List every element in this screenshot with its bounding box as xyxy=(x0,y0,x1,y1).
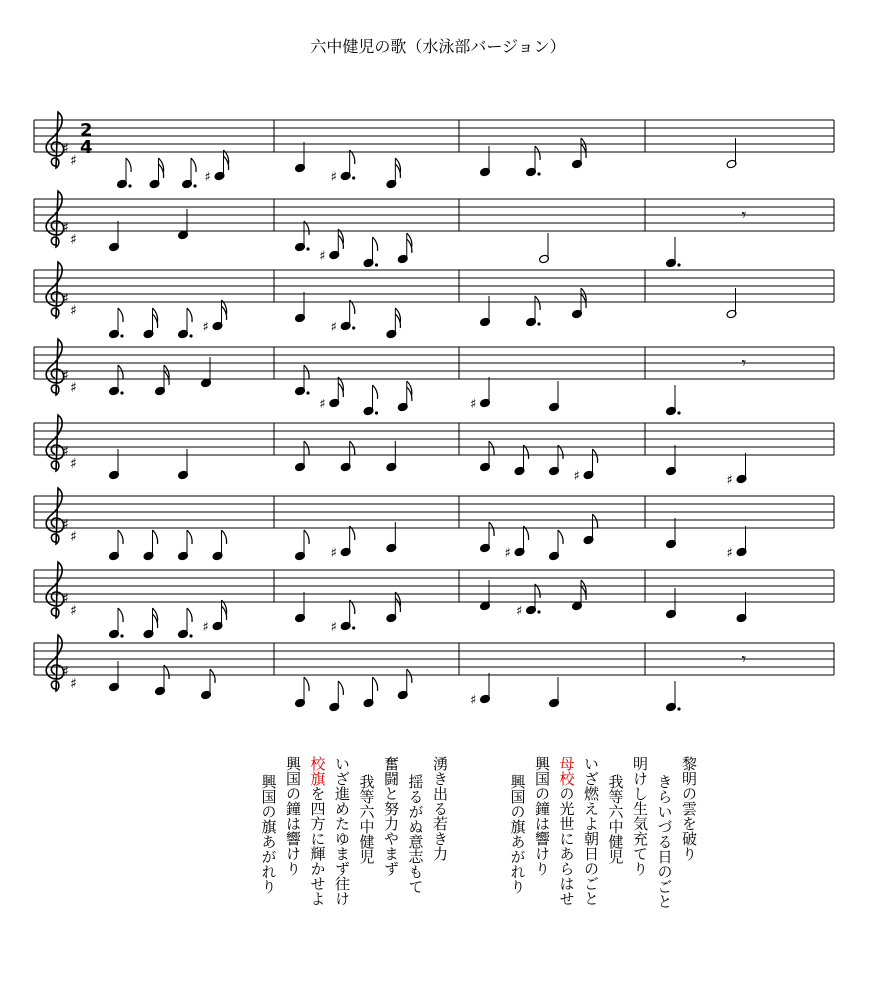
note-dot xyxy=(677,411,680,414)
note-dot xyxy=(128,184,131,187)
accidental-sharp-icon: ♯ xyxy=(319,249,326,264)
lyric-text: 揺るがぬ意志もて xyxy=(406,774,425,894)
staff-5 xyxy=(34,415,834,488)
note-flag xyxy=(535,296,540,310)
sharp-icon: ♯ xyxy=(70,232,77,248)
lyric-line xyxy=(582,756,600,906)
time-signature-top: 2 xyxy=(80,120,93,141)
sharp-icon: ♯ xyxy=(70,529,77,545)
note-flag xyxy=(304,530,309,544)
accidental-sharp-icon: ♯ xyxy=(330,320,337,335)
note-dot xyxy=(537,610,540,613)
note-flag xyxy=(187,530,192,544)
accidental-sharp-icon: ♯ xyxy=(504,546,511,561)
lyric-line xyxy=(607,774,625,864)
sharp-icon: ♯ xyxy=(70,153,77,169)
note-flag xyxy=(191,158,196,172)
sharp-icon: ♯ xyxy=(70,380,77,396)
note-flag xyxy=(222,530,227,544)
lyric-line xyxy=(358,774,376,864)
note-flag xyxy=(373,385,378,399)
note-dot xyxy=(120,334,123,337)
accidental-sharp-icon: ♯ xyxy=(202,320,209,335)
accidental-sharp-icon: ♯ xyxy=(726,473,733,488)
note-flag xyxy=(558,530,563,544)
note-flag xyxy=(407,669,412,683)
lyric-line xyxy=(431,756,449,861)
note-flag xyxy=(118,365,123,379)
lyric-text: 興国の旗あがれり xyxy=(259,774,278,894)
staff-7 xyxy=(34,562,834,639)
sharp-icon: ♯ xyxy=(62,141,69,157)
sharp-icon: ♯ xyxy=(70,303,77,319)
lyric-line xyxy=(407,774,425,894)
note-dot xyxy=(677,707,680,710)
accidental-sharp-icon: ♯ xyxy=(516,604,523,619)
lyric-text: 湧き出る若き力 xyxy=(431,756,449,861)
note-dot xyxy=(375,263,378,266)
lyric-line xyxy=(656,774,674,909)
sharp-icon: ♯ xyxy=(70,456,77,472)
eighth-rest-icon: 𝄾 xyxy=(741,353,747,374)
note-flag xyxy=(126,158,131,172)
lyric-text: 興国の旗あがれり xyxy=(508,774,527,894)
note-flag xyxy=(304,441,309,455)
accidental-sharp-icon: ♯ xyxy=(330,620,337,635)
note-dot xyxy=(352,326,355,329)
note-dot xyxy=(193,184,196,187)
note-dot xyxy=(189,334,192,337)
lyric-text: いざ燃えよ朝日のごと xyxy=(582,756,600,906)
note-flag xyxy=(338,681,343,695)
lyric-line xyxy=(309,756,327,906)
accidental-sharp-icon: ♯ xyxy=(470,397,477,412)
time-signature-bottom: 4 xyxy=(80,137,93,158)
note-flag xyxy=(489,441,494,455)
eighth-rest-icon: 𝄾 xyxy=(741,649,747,670)
staff-2 xyxy=(34,191,834,268)
note-flag xyxy=(118,308,123,322)
note-flag xyxy=(187,308,192,322)
lyric-text: 黎明の雲を破り xyxy=(680,756,698,861)
note-dot xyxy=(189,634,192,637)
accidental-sharp-icon: ♯ xyxy=(330,170,337,185)
lyric-line xyxy=(333,756,351,906)
note-flag xyxy=(373,677,378,691)
note-flag xyxy=(304,677,309,691)
sharp-icon: ♯ xyxy=(62,517,69,533)
lyric-line xyxy=(631,756,649,876)
sharp-icon: ♯ xyxy=(62,291,69,307)
note-dot xyxy=(677,263,680,266)
accidental-sharp-icon: ♯ xyxy=(204,170,211,185)
accidental-sharp-icon: ♯ xyxy=(202,620,209,635)
staff-3 xyxy=(34,262,834,339)
lyric-text: を四方に輝かせよ xyxy=(308,786,327,906)
accidental-sharp-icon: ♯ xyxy=(319,397,326,412)
lyric-text: 我等六中健児 xyxy=(606,774,625,864)
lyric-line xyxy=(680,756,698,861)
lyric-text: 明けし生気充てり xyxy=(631,756,649,876)
note-dot xyxy=(352,626,355,629)
lyric-highlight: 校旗 xyxy=(308,756,327,786)
note-flag xyxy=(593,449,598,463)
staff-8 xyxy=(34,635,834,712)
note-flag xyxy=(153,530,158,544)
lyric-line xyxy=(558,756,576,906)
note-flag xyxy=(593,514,598,528)
sharp-icon: ♯ xyxy=(62,444,69,460)
note-flag xyxy=(118,530,123,544)
note-dot xyxy=(352,176,355,179)
lyric-line xyxy=(533,756,551,876)
note-flag xyxy=(187,608,192,622)
sharp-icon: ♯ xyxy=(62,591,69,607)
lyric-text: きらいづる日のごと xyxy=(655,774,674,909)
sharp-icon: ♯ xyxy=(70,603,77,619)
note-dot xyxy=(306,391,309,394)
note-dot xyxy=(306,247,309,250)
lyric-text: いざ進めたゆまず往け xyxy=(333,756,351,906)
staff-4 xyxy=(34,339,834,416)
note-flag xyxy=(118,608,123,622)
sharp-icon: ♯ xyxy=(62,220,69,236)
note-flag xyxy=(210,669,215,683)
note-flag xyxy=(304,365,309,379)
note-dot xyxy=(537,172,540,175)
lyric-line xyxy=(260,774,278,894)
note-dot xyxy=(537,322,540,325)
sharp-icon: ♯ xyxy=(62,368,69,384)
note-dot xyxy=(375,411,378,414)
lyric-line xyxy=(509,774,527,894)
note-dot xyxy=(120,391,123,394)
lyric-line xyxy=(382,756,400,876)
staff-1 xyxy=(34,112,834,189)
sharp-icon: ♯ xyxy=(70,676,77,692)
accidental-sharp-icon: ♯ xyxy=(726,546,733,561)
lyric-highlight: 母校 xyxy=(557,756,576,786)
accidental-sharp-icon: ♯ xyxy=(573,469,580,484)
lyric-text: 興国の鐘は響けり xyxy=(533,756,551,876)
note-flag xyxy=(489,522,494,536)
lyric-text: 奮闘と努力やまず xyxy=(382,756,400,876)
eighth-rest-icon: 𝄾 xyxy=(741,205,747,226)
note-dot xyxy=(120,634,123,637)
staff-6 xyxy=(34,488,834,561)
accidental-sharp-icon: ♯ xyxy=(330,546,337,561)
note-flag xyxy=(535,146,540,160)
song-title: 六中健児の歌（水泳部バージョン） xyxy=(310,37,566,56)
note-flag xyxy=(350,441,355,455)
lyric-text: 興国の鐘は響けり xyxy=(284,756,302,876)
lyric-text: の光世にあらはせ xyxy=(557,786,576,906)
lyric-line xyxy=(284,756,302,876)
lyric-text: 我等六中健児 xyxy=(357,774,376,864)
sharp-icon: ♯ xyxy=(62,664,69,680)
accidental-sharp-icon: ♯ xyxy=(470,693,477,708)
note-flag xyxy=(373,237,378,251)
